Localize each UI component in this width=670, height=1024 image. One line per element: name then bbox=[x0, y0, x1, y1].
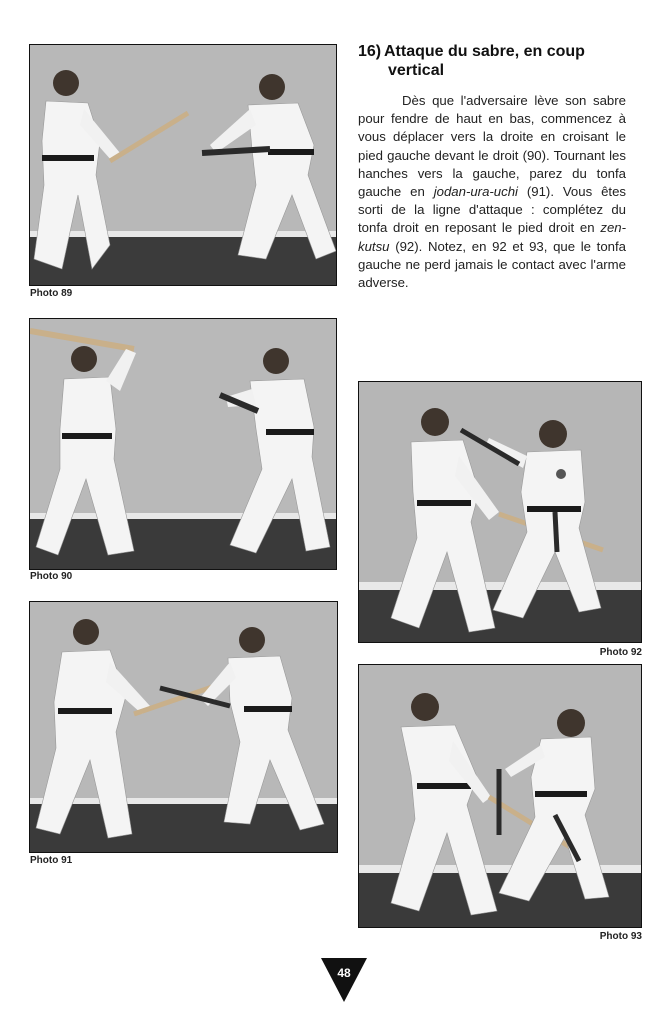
photo-90-image bbox=[30, 319, 336, 569]
section-number: 16) bbox=[358, 43, 382, 60]
heading-line-1: Attaque du sabre, en coup bbox=[384, 43, 585, 60]
photo-93 bbox=[358, 664, 642, 928]
photo-93-image bbox=[359, 665, 641, 927]
page-number: 48 bbox=[337, 966, 351, 980]
photo-91-caption: Photo 91 bbox=[30, 855, 73, 866]
photo-91-image bbox=[30, 602, 337, 852]
photo-90-caption: Photo 90 bbox=[30, 571, 73, 582]
photo-92-caption: Photo 92 bbox=[599, 647, 642, 658]
photo-92 bbox=[358, 381, 642, 643]
body-text-part-3: (92). Notez, en 92 et 93, que le tonfa gauche ne perd jamais le contact avec l'arme adverse. bbox=[358, 238, 626, 291]
section-heading bbox=[358, 42, 648, 80]
body-paragraph bbox=[358, 92, 626, 292]
page-marker-triangle bbox=[321, 958, 367, 1002]
body-text-part-1: Dès que l'adversaire lève son sabre pour fendre de haut en bas, commencez à vous déplacer vers la droite en croisant le pied gauche devant le droit (90). Tournant les hanches vers la gauche, parez du tonfa gauche en bbox=[358, 93, 626, 200]
photo-92-image bbox=[359, 382, 641, 642]
heading-line-2: vertical bbox=[388, 62, 445, 79]
body-term-zen-kutsu: zen-kutsu bbox=[358, 220, 626, 254]
photo-90 bbox=[29, 318, 337, 570]
body-term-jodan-ura-uchi: jodan-ura-uchi bbox=[433, 184, 518, 200]
body-text-part-2: (91). Vous êtes sorti de la ligne d'attaque : complétez du tonfa droit en reposant le pied droit en bbox=[358, 184, 626, 236]
photo-89-caption: Photo 89 bbox=[30, 288, 73, 299]
photo-91 bbox=[29, 601, 338, 853]
photo-93-caption: Photo 93 bbox=[599, 931, 642, 942]
photo-89 bbox=[29, 44, 337, 286]
photo-89-image bbox=[30, 45, 336, 285]
